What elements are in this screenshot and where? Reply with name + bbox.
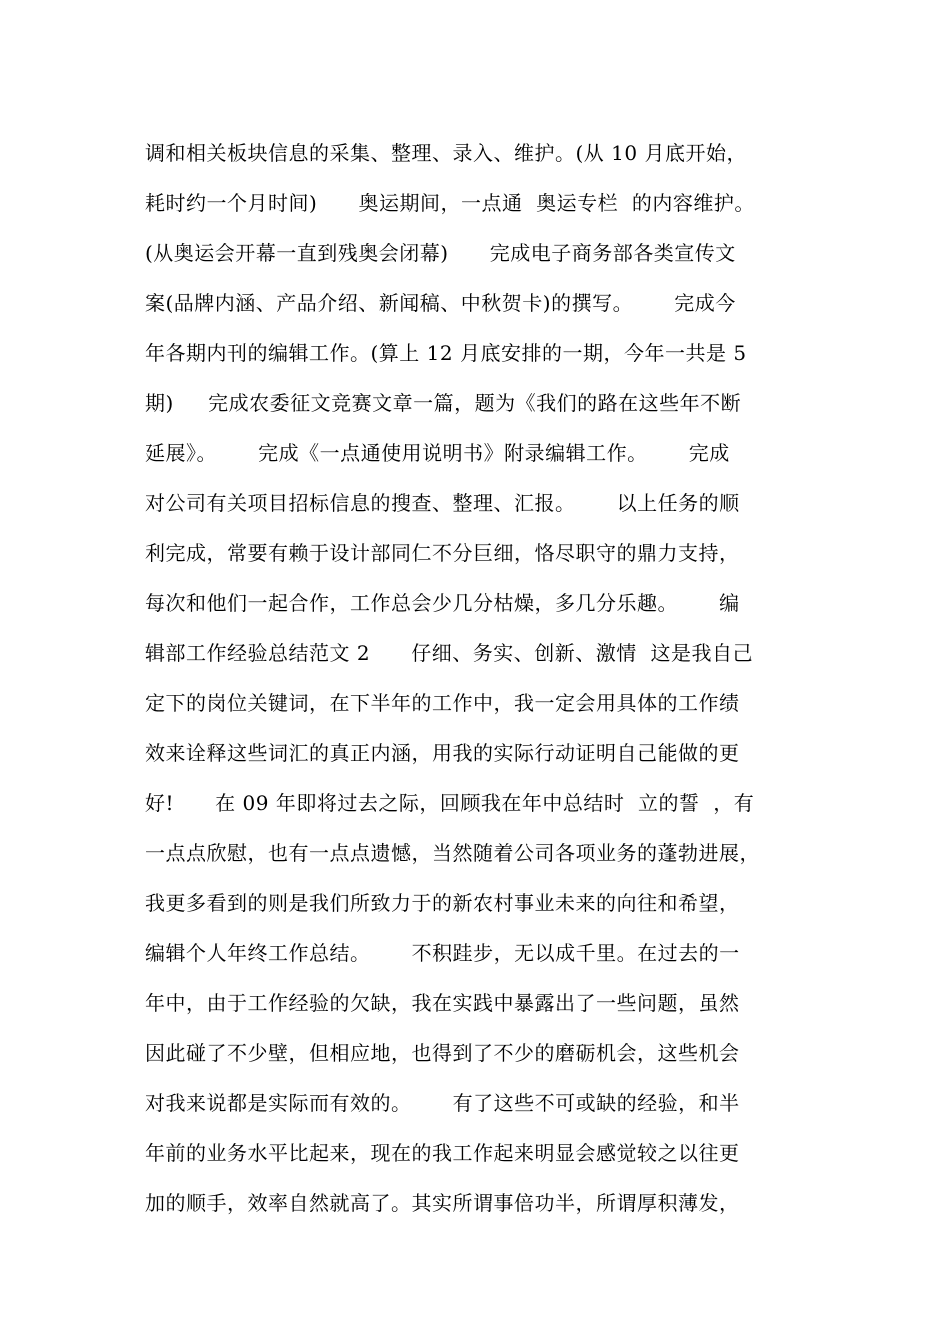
text-line: 年中，由于工作经验的欠缺，我在实践中暴露出了一些问题，虽然 [145,991,740,1015]
text-line: 因此碰了不少壁，但相应地，也得到了不少的磨砺机会，这些机会 [145,1041,740,1065]
text-line: 加的顺手，效率自然就高了。其实所谓事倍功半，所谓厚积薄发， [145,1191,740,1215]
text-line: 每次和他们一起合作，工作总会少几分枯燥，多几分乐趣。 编 [145,591,740,615]
text-line: 对我来说都是实际而有效的。 有了这些不可或缺的经验，和半 [145,1091,740,1115]
text-line: (从奥运会开幕一直到残奥会闭幕) 完成电子商务部各类宣传文 [145,241,736,265]
text-line: 利完成，常要有赖于设计部同仁不分巨细，恪尽职守的鼎力支持， [145,541,740,565]
text-line: 延展》。 完成《一点通使用说明书》附录编辑工作。 完成 [145,441,730,465]
text-line: 调和相关板块信息的采集、整理、录入、维护。(从 10 月底开始， [145,141,747,165]
text-line: 期) 完成农委征文竞赛文章一篇，题为《我们的路在这些年不断 [145,391,742,415]
text-line: 耗时约一个月时间) 奥运期间，一点通 奥运专栏 的内容维护。 [145,191,755,215]
text-line: 对公司有关项目招标信息的搜查、整理、汇报。 以上任务的顺 [145,491,740,515]
text-line: 编辑个人年终工作总结。 不积跬步，无以成千里。在过去的一 [145,941,740,965]
body-text [145,128,825,1228]
text-line: 好! 在 09 年即将过去之际，回顾我在年中总结时 立的誓 ，有 [145,791,755,815]
text-line: 定下的岗位关键词，在下半年的工作中，我一定会用具体的工作绩 [145,691,740,715]
text-line: 辑部工作经验总结范文 2 仔细、务实、创新、激情 这是我自己 [145,641,753,665]
text-line: 效来诠释这些词汇的真正内涵，用我的实际行动证明自己能做的更 [145,741,740,765]
text-line: 我更多看到的则是我们所致力于的新农村事业未来的向往和希望， [145,891,740,915]
text-line: 一点点欣慰，也有一点点遗憾，当然随着公司各项业务的蓬勃进展， [145,841,760,865]
text-line: 年前的业务水平比起来，现在的我工作起来明显会感觉较之以往更 [145,1141,740,1165]
text-line: 案(品牌内涵、产品介绍、新闻稿、中秋贺卡)的撰写。 完成今 [145,291,736,315]
text-line: 年各期内刊的编辑工作。(算上 12 月底安排的一期，今年一共是 5 [145,341,747,365]
